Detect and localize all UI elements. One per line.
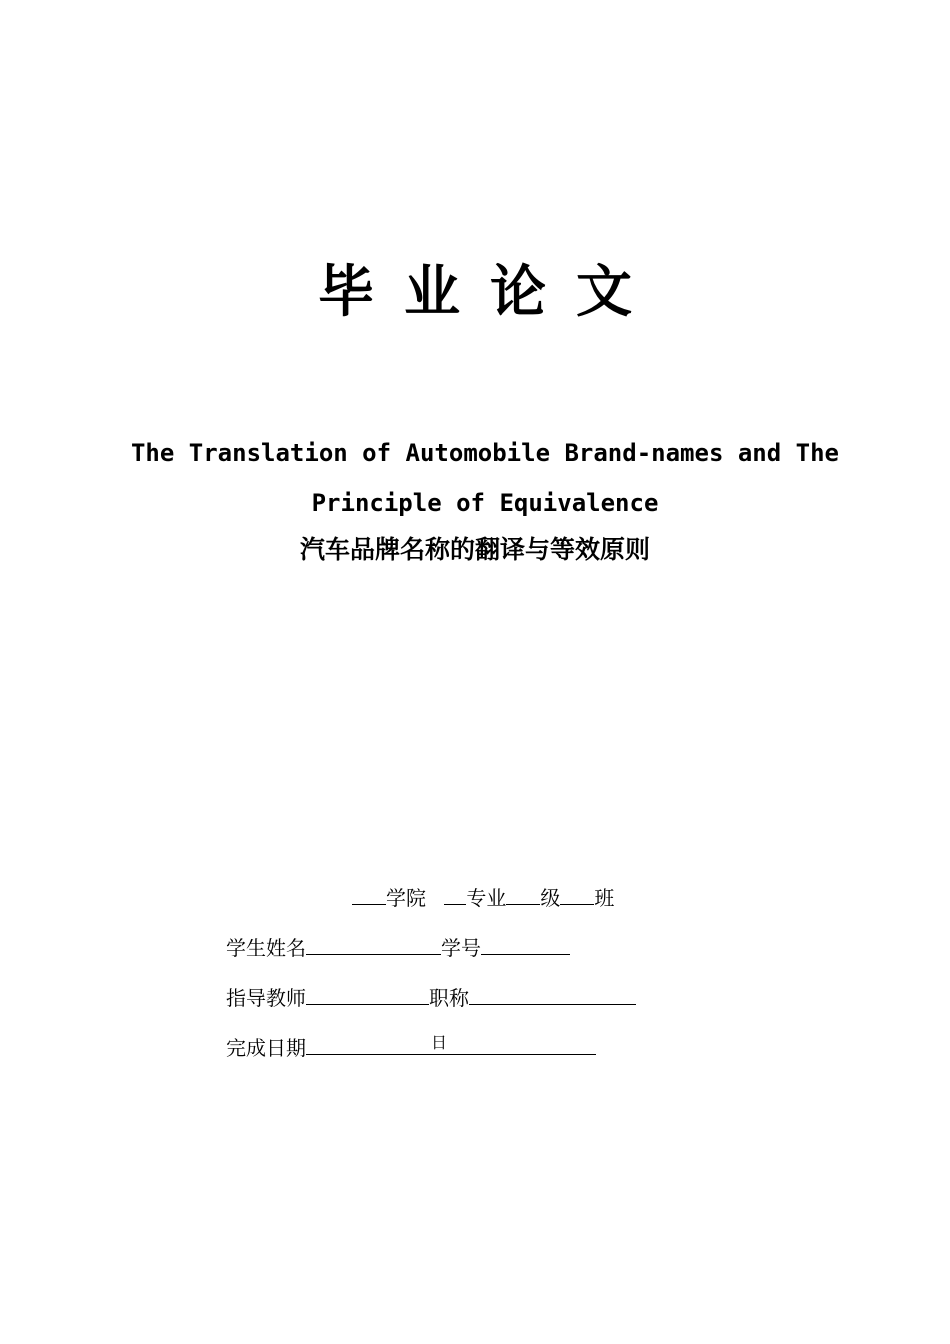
college-label: 学院 xyxy=(386,886,426,910)
class-blank[interactable] xyxy=(560,884,594,905)
student-id-blank[interactable] xyxy=(481,934,570,955)
professional-title-label: 职称 xyxy=(429,986,469,1010)
professional-title-blank[interactable] xyxy=(469,984,636,1005)
english-title xyxy=(115,428,855,528)
advisor-row xyxy=(226,984,636,1012)
major-label: 专业 xyxy=(466,886,507,910)
student-id-label: 学号 xyxy=(441,936,481,960)
major-blank[interactable] xyxy=(444,884,466,905)
english-title-line-2: Principle of Equivalence xyxy=(311,489,659,517)
student-name-blank[interactable] xyxy=(306,934,441,955)
page-title: 毕业论文 xyxy=(318,260,662,325)
advisor-label: 指导教师 xyxy=(226,986,306,1010)
student-name-label: 学生姓名 xyxy=(226,936,306,960)
completion-date-blank[interactable] xyxy=(306,1034,596,1055)
grade-label: 级 xyxy=(540,886,561,910)
completion-date-label: 完成日期 xyxy=(226,1036,306,1060)
chinese-title: 汽车品牌名称的翻译与等效原则 xyxy=(299,535,650,564)
class-label: 班 xyxy=(594,886,615,910)
college-blank[interactable] xyxy=(352,884,386,905)
student-name-row xyxy=(226,934,570,962)
advisor-blank[interactable] xyxy=(306,984,429,1005)
completion-date-row xyxy=(226,1034,596,1062)
grade-blank[interactable] xyxy=(506,884,540,905)
day-label: 日 xyxy=(431,1033,448,1052)
english-title-line-1: The Translation of Automobile Brand-names and The xyxy=(130,439,839,467)
college-major-class-row xyxy=(352,884,614,912)
